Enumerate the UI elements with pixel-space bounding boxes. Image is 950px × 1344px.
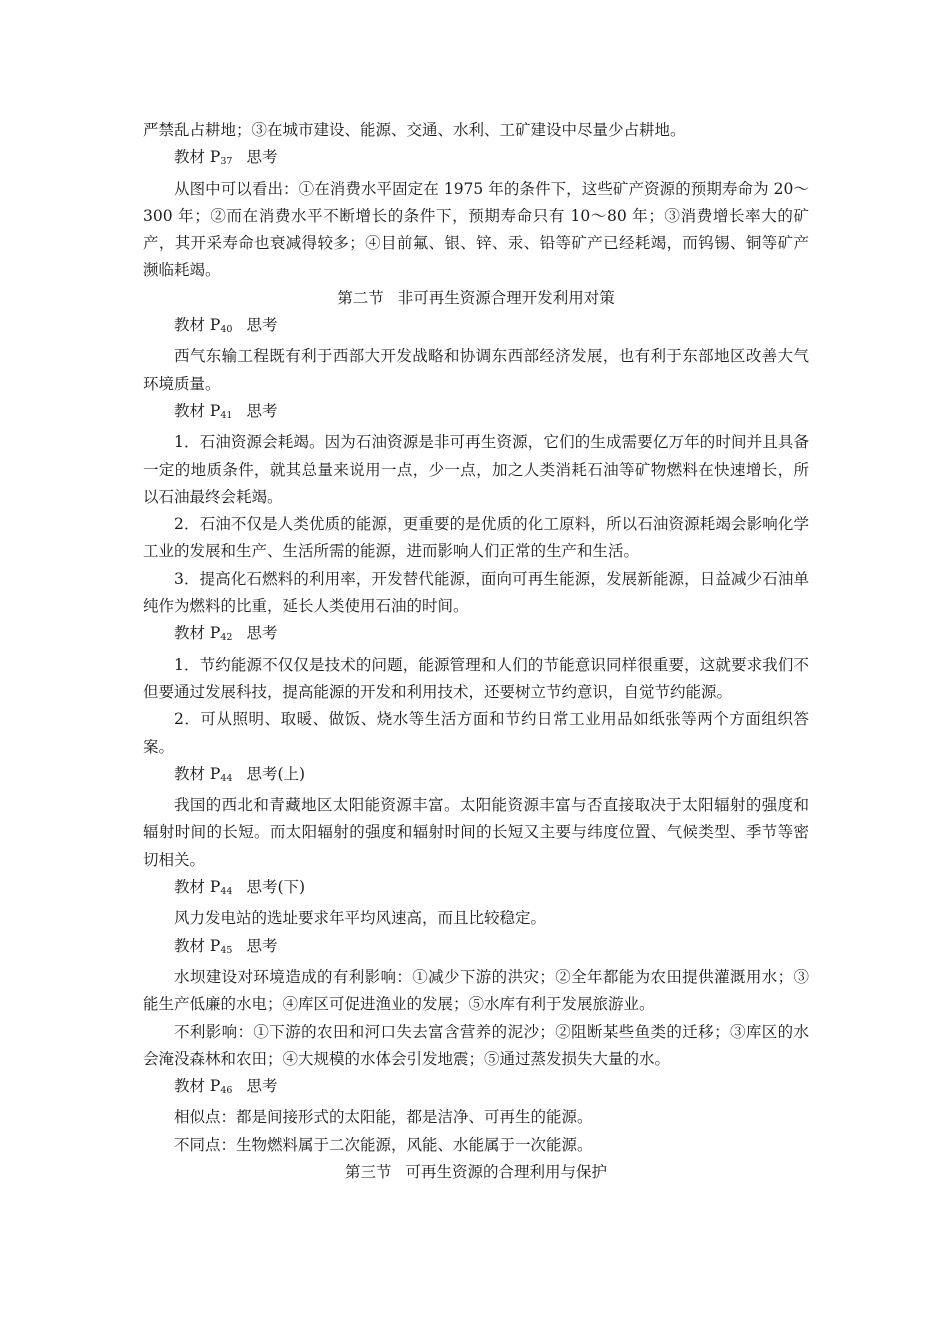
paragraph: 不同点：生物燃料属于二次能源，风能、水能属于一次能源。 [174, 1135, 593, 1154]
textbook-label: 教材 $P_{42}$ 思考 [174, 624, 278, 644]
paragraph: 1．节约能源不仅仅是技术的问题，能源管理和人们的节能意识同样很重要，这就要求我们不但要通过发展科技，提高能源的开发和利用技术，还要树立节约意识，自觉节约能源。 [143, 655, 809, 701]
section-heading: 第二节 非可再生资源合理开发利用对策 [337, 288, 615, 307]
paragraph: 1．石油资源会耗竭。因为石油资源是非可再生资源，它们的生成需要亿万年的时间并且具备一定的地质条件，就其总量来说用一点，少一点，加之人类消耗石油等矿物燃料在快速增长，所以石油最终会耗竭。 [143, 433, 809, 506]
paragraph: 3．提高化石燃料的利用率，开发替代能源，面向可再生能源，发展新能源，日益减少石油单纯作为燃料的比重，延长人类使用石油的时间。 [143, 569, 809, 616]
paragraph: 2．石油不仅是人类优质的能源，更重要的是优质的化工原料，所以石油资源耗竭会影响化学工业的发展和生产、生活所需的能源，进而影响人们正常的生产和生活。 [143, 515, 809, 561]
paragraph: 西气东输工程既有利于西部大开发战略和协调东西部经济发展，也有利于东部地区改善大气环境质量。 [143, 347, 809, 393]
paragraph: 严禁乱占耕地；③在城市建设、能源、交通、水利、工矿建设中尽量少占耕地。 [143, 121, 686, 139]
paragraph: 我国的西北和青藏地区太阳能资源丰富。太阳能资源丰富与否直接取决于太阳辐射的强度和辐射时间的长短。而太阳辐射的强度和辐射时间的长短又主要与纬度位置、气候类型、季节等密切相关。 [143, 796, 809, 869]
textbook-label: 教材 $P_{44}$ 思考(下) [174, 878, 306, 898]
textbook-label: 教材 $P_{37}$ 思考 [174, 148, 278, 168]
textbook-label: 教材 $P_{41}$ 思考 [174, 401, 278, 421]
textbook-label: 教材 $P_{44}$ 思考(上) [174, 764, 306, 784]
paragraph: 风力发电站的选址要求年平均风速高，而且比较稳定。 [174, 909, 547, 928]
paragraph: 2．可从照明、取暖、做饭、烧水等生活方面和节约日常工业用品如纸张等两个方面组织答案。 [143, 710, 809, 756]
textbook-label: 教材 $P_{45}$ 思考 [174, 936, 278, 956]
paragraph: 从图中可以看出：①在消费水平固定在 1975 年的条件下，这些矿产资源的预期寿命为 20～300 年；②而在消费水平不断增长的条件下，预期寿命只有 10～80 年；③消费增长率大的矿产，其开采寿命也衰减得较多；④目前氟、银、锌、汞、铅等矿产已经耗竭，而钨锡、铜等矿产濒临耗竭。 [143, 179, 809, 280]
paragraph: 相似点：都是间接形式的太阳能，都是洁净、可再生的能源。 [174, 1108, 593, 1127]
paragraph: 不利影响：①下游的农田和河口失去富含营养的泥沙；②阻断某些鱼类的迁移；③库区的水会淹没森林和农田；④大规模的水体会引发地震；⑤通过蒸发损失大量的水。 [143, 1022, 809, 1068]
section-heading: 第三节 可再生资源的合理利用与保护 [344, 1162, 608, 1181]
textbook-label: 教材 $P_{46}$ 思考 [174, 1077, 278, 1097]
paragraph: 水坝建设对环境造成的有利影响：①减少下游的洪灾；②全年都能为农田提供灌溉用水；③能生产低廉的水电；④库区可促进渔业的发展；⑤水库有利于发展旅游业。 [143, 967, 809, 1014]
document-page [143, 117, 809, 1186]
textbook-label: 教材 $P_{40}$ 思考 [174, 316, 278, 336]
